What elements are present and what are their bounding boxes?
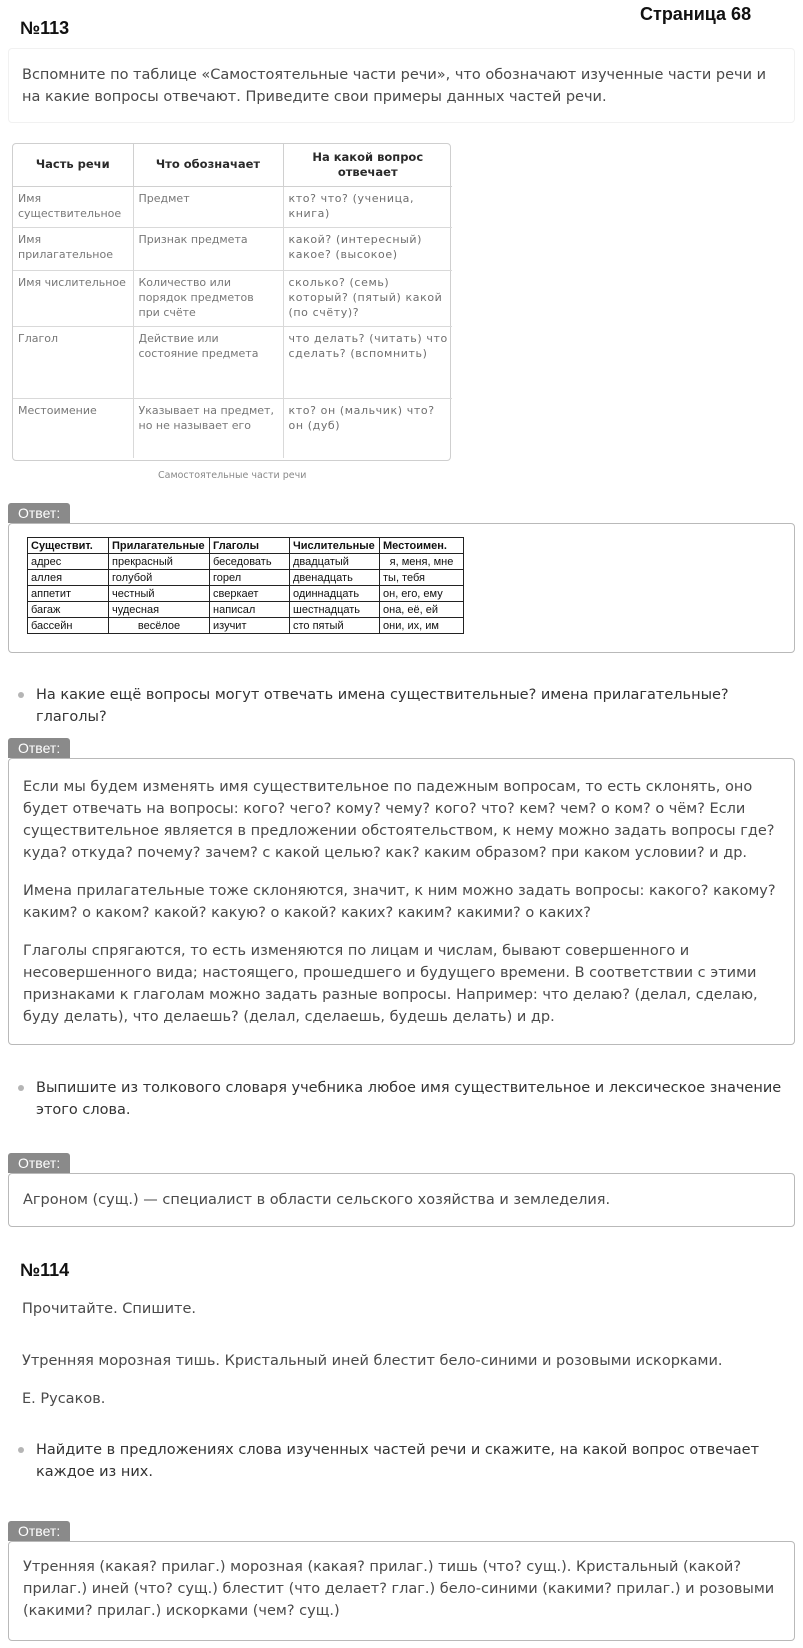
textbook-table [13, 144, 452, 458]
answer-box [8, 1541, 795, 1641]
table-cell: аппетит [28, 586, 109, 602]
answer-label: Ответ: [8, 503, 70, 523]
table-cell: одиннадцать [290, 586, 380, 602]
table-cell: Глагол [13, 326, 133, 398]
table-cell: прекрасный [109, 554, 210, 570]
textbook-header-part: Часть речи [13, 144, 133, 186]
answer-table-header: Числительные [290, 538, 380, 554]
table-cell: голубой [109, 570, 210, 586]
bullet-icon [18, 1447, 24, 1453]
table-cell: изучит [210, 618, 290, 634]
table-cell: кто? он (мальчик) что? он (дуб) [288, 403, 435, 432]
task-114-question: Найдите в предложениях слова изученных частей речи и скажите, на какой вопрос отвечает каждое из них. [36, 1442, 760, 1480]
answer-text: Утренняя (какая? прилаг.) морозная (какая? прилаг.) тишь (что? сущ.). Кристальный (какой? прилаг.) иней (что? сущ.) блестит (что делает? глаг.) бело-синими (какими? прилаг.) и розовыми (какими? прилаг.) искорками (чем? сущ.) [23, 1559, 775, 1619]
table-cell: сто пятый [290, 618, 380, 634]
answer-label: Ответ: [8, 1521, 70, 1541]
table-cell: аллея [28, 570, 109, 586]
table-cell: кто? что? (ученица, книга) [283, 186, 452, 227]
table-cell: адрес [28, 554, 109, 570]
answer-label: Ответ: [8, 1153, 70, 1173]
answer-box [8, 758, 795, 1045]
answer-label: Ответ: [8, 738, 70, 758]
table-cell: шестнадцать [290, 602, 380, 618]
task-114-prompt: Прочитайте. Спишите. [22, 1301, 197, 1317]
answer-table [27, 537, 464, 634]
answer-table-header: Существит. [28, 538, 109, 554]
table-cell: весёлое [109, 618, 210, 634]
question-3: Выпишите из толкового словаря учебника любое имя существительное и лексическое значение этого слова. [36, 1080, 782, 1118]
table-row [28, 586, 464, 602]
table-cell: он, его, ему [380, 586, 464, 602]
answer-paragraph: Глаголы спрягаются, то есть изменяются по лицам и числам, бывают совершенного и несовершенного вида; настоящего, прошедшего и будущего времени. В соответствии с этими признаками к глаголам можно задать разные вопросы. Например: что делаю? (делал, сделаю, буду делать), что делаешь? (делал, сделаешь, будешь делать) и др. [23, 943, 758, 1025]
table-cell: они, их, им [380, 618, 464, 634]
table-cell: честный [109, 586, 210, 602]
table-cell: ты, тебя [380, 570, 464, 586]
task-number-113: №113 [20, 18, 70, 38]
table-cell: чудесная [109, 602, 210, 618]
table-cell: что делать? (читать) что сделать? (вспомнить) [283, 326, 452, 398]
table-cell: Имя числительное [13, 270, 133, 326]
table-cell: Предмет [133, 186, 283, 227]
table-row [28, 618, 464, 634]
table-row [28, 554, 464, 570]
table-cell: Имя существительное [13, 186, 133, 227]
table-cell: какой? (интересный) какое? (высокое) [283, 227, 452, 270]
table-cell: Указывает на предмет, но не называет его [133, 398, 283, 458]
task-114-text: Утренняя морозная тишь. Кристальный иней блестит бело-синими и розовыми искорками. [22, 1353, 723, 1369]
table-row [28, 602, 464, 618]
answer-text: Агроном (сущ.) — специалист в области сельского хозяйства и земледелия. [23, 1192, 611, 1208]
answer-table-header: Глаголы [210, 538, 290, 554]
table-cell: Признак предмета [133, 227, 283, 270]
table-row [28, 570, 464, 586]
bullet-icon [18, 1085, 24, 1091]
table-cell: Действие или состояние предмета [133, 326, 283, 398]
table-row [13, 227, 452, 270]
table-row [13, 186, 452, 227]
table-cell: Местоимение [13, 398, 133, 458]
table-row [13, 326, 452, 398]
page-number: Страница 68 [640, 4, 752, 24]
textbook-header-question: На какой вопрос отвечает [283, 144, 452, 186]
textbook-header-meaning: Что обозначает [133, 144, 283, 186]
bullet-icon [18, 692, 24, 698]
textbook-table-caption: Самостоятельные части речи [158, 470, 307, 481]
table-cell: Имя прилагательное [13, 227, 133, 270]
answer-box [8, 1173, 795, 1227]
task-113-prompt: Вспомните по таблице «Самостоятельные части речи», что обозначают изученные части речи и на какие вопросы отвечают. Приведите свои примеры данных частей речи. [22, 67, 767, 105]
table-row [13, 398, 452, 458]
answer-paragraph: Если мы будем изменять имя существительное по падежным вопросам, то есть склонять, оно будет отвечать на вопросы: кого? чего? кому? чему? кого? что? кем? чем? о ком? о чём? Если существительное является в предложении обстоятельством, к нему можно задать вопросы где? куда? откуда? почему? зачем? с какой целью? как? каким образом? при каком условии? и др. [23, 779, 775, 861]
table-cell: она, её, ей [380, 602, 464, 618]
answer-table-header: Прилагательные [109, 538, 210, 554]
textbook-table-image [12, 143, 451, 461]
question-2: На какие ещё вопросы могут отвечать имена существительные? имена прилагательные? глаголы? [36, 687, 729, 725]
table-cell: горел [210, 570, 290, 586]
table-cell: двенадцать [290, 570, 380, 586]
answer-table-header: Местоимен. [380, 538, 464, 554]
table-row [13, 270, 452, 326]
table-cell: Количество или порядок предметов при счёте [133, 270, 283, 326]
table-cell: багаж [28, 602, 109, 618]
task-114-author: Е. Русаков. [22, 1391, 106, 1407]
table-cell: я, меня, мне [380, 554, 464, 570]
table-cell: сколько? (семь) который? (пятый) какой (по счёту)? [283, 270, 452, 326]
table-cell: написал [210, 602, 290, 618]
task-number-114: №114 [20, 1260, 70, 1280]
table-cell: беседовать [210, 554, 290, 570]
answer-paragraph: Имена прилагательные тоже склоняются, значит, к ним можно задать вопросы: какого? какому? каким? о каком? какой? какую? о какой? каких? каким? какими? о каких? [23, 883, 776, 921]
table-cell: двадцатый [290, 554, 380, 570]
table-cell: бассейн [28, 618, 109, 634]
table-cell: сверкает [210, 586, 290, 602]
